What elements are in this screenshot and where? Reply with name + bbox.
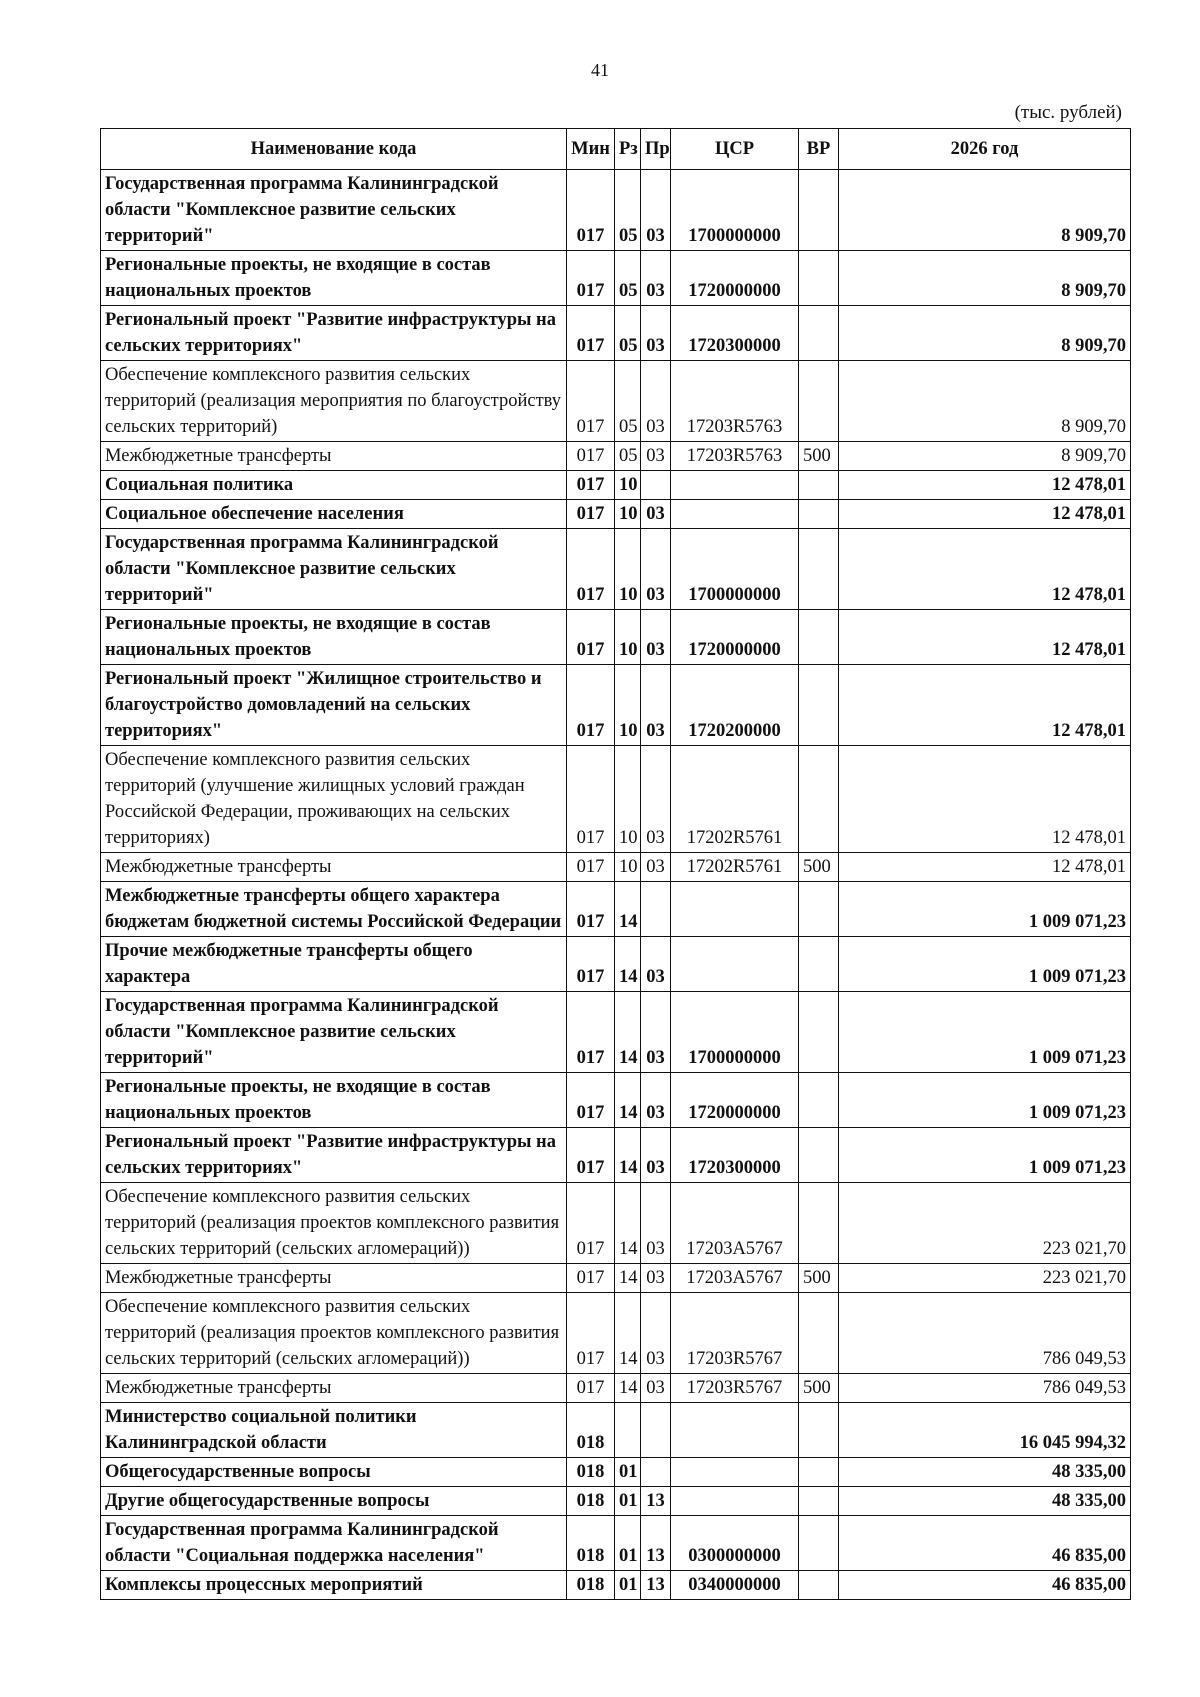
cell-vr (799, 746, 839, 853)
cell-csr: 17203R5763 (671, 361, 799, 442)
cell-name: Региональный проект "Жилищное строительство и благоустройство домовладений на сельских территориях" (101, 665, 567, 746)
cell-pr: 03 (641, 361, 671, 442)
cell-vr (799, 937, 839, 992)
cell-min: 017 (567, 361, 615, 442)
cell-rz: 14 (615, 1183, 641, 1264)
cell-rz (615, 1403, 641, 1458)
cell-sum: 1 009 071,23 (839, 992, 1131, 1073)
cell-rz: 10 (615, 529, 641, 610)
table-row (101, 610, 1131, 665)
cell-sum: 8 909,70 (839, 306, 1131, 361)
cell-csr: 17203R5767 (671, 1293, 799, 1374)
cell-pr: 03 (641, 610, 671, 665)
cell-vr (799, 1293, 839, 1374)
cell-sum: 46 835,00 (839, 1516, 1131, 1571)
cell-vr: 500 (799, 853, 839, 882)
cell-pr (641, 882, 671, 937)
cell-sum: 12 478,01 (839, 610, 1131, 665)
cell-min: 017 (567, 853, 615, 882)
cell-csr: 17202R5761 (671, 746, 799, 853)
cell-pr: 03 (641, 1128, 671, 1183)
table-row (101, 361, 1131, 442)
header-min: Мин (567, 129, 615, 170)
cell-sum: 223 021,70 (839, 1183, 1131, 1264)
cell-csr: 0340000000 (671, 1571, 799, 1600)
cell-min: 017 (567, 746, 615, 853)
table-row (101, 746, 1131, 853)
header-sum: 2026 год (839, 129, 1131, 170)
cell-pr: 13 (641, 1516, 671, 1571)
cell-csr: 0300000000 (671, 1516, 799, 1571)
cell-vr (799, 1458, 839, 1487)
cell-min: 017 (567, 306, 615, 361)
table-row (101, 251, 1131, 306)
cell-vr (799, 882, 839, 937)
cell-sum: 8 909,70 (839, 170, 1131, 251)
cell-rz: 01 (615, 1487, 641, 1516)
cell-sum: 786 049,53 (839, 1293, 1131, 1374)
cell-rz: 05 (615, 170, 641, 251)
cell-name: Обеспечение комплексного развития сельских территорий (реализация мероприятия по благоустройству сельских территорий) (101, 361, 567, 442)
cell-rz: 01 (615, 1458, 641, 1487)
cell-csr: 17202R5761 (671, 853, 799, 882)
cell-sum: 12 478,01 (839, 471, 1131, 500)
table-row (101, 1403, 1131, 1458)
cell-vr (799, 1516, 839, 1571)
cell-rz: 14 (615, 1128, 641, 1183)
cell-rz: 14 (615, 1264, 641, 1293)
cell-name: Государственная программа Калининградской области "Комплексное развитие сельских территорий" (101, 170, 567, 251)
cell-rz: 10 (615, 610, 641, 665)
cell-sum: 48 335,00 (839, 1458, 1131, 1487)
cell-min: 017 (567, 442, 615, 471)
cell-csr: 1720000000 (671, 610, 799, 665)
cell-vr (799, 361, 839, 442)
cell-pr: 03 (641, 746, 671, 853)
header-pr: Пр (641, 129, 671, 170)
cell-pr: 03 (641, 442, 671, 471)
cell-vr (799, 170, 839, 251)
cell-min: 018 (567, 1516, 615, 1571)
cell-sum: 1 009 071,23 (839, 1128, 1131, 1183)
cell-csr: 1700000000 (671, 529, 799, 610)
cell-min: 017 (567, 665, 615, 746)
cell-pr: 03 (641, 665, 671, 746)
cell-pr: 03 (641, 937, 671, 992)
cell-min: 017 (567, 251, 615, 306)
cell-min: 017 (567, 1374, 615, 1403)
cell-csr: 1720000000 (671, 1073, 799, 1128)
units-label: (тыс. рублей) (1014, 102, 1122, 123)
cell-name: Государственная программа Калининградской области "Комплексное развитие сельских территорий" (101, 992, 567, 1073)
table-row (101, 937, 1131, 992)
table-row (101, 882, 1131, 937)
cell-rz: 01 (615, 1516, 641, 1571)
cell-name: Социальное обеспечение населения (101, 500, 567, 529)
cell-sum: 48 335,00 (839, 1487, 1131, 1516)
cell-csr: 17203R5767 (671, 1374, 799, 1403)
cell-rz: 05 (615, 251, 641, 306)
cell-csr (671, 500, 799, 529)
cell-min: 018 (567, 1571, 615, 1600)
cell-name: Общегосударственные вопросы (101, 1458, 567, 1487)
cell-vr (799, 500, 839, 529)
cell-pr: 03 (641, 992, 671, 1073)
cell-csr (671, 1458, 799, 1487)
cell-pr: 13 (641, 1571, 671, 1600)
cell-pr: 03 (641, 170, 671, 251)
cell-min: 018 (567, 1487, 615, 1516)
cell-sum: 16 045 994,32 (839, 1403, 1131, 1458)
cell-name: Региональные проекты, не входящие в состав национальных проектов (101, 251, 567, 306)
table-row (101, 992, 1131, 1073)
cell-min: 017 (567, 500, 615, 529)
table-row (101, 1571, 1131, 1600)
cell-sum: 1 009 071,23 (839, 1073, 1131, 1128)
cell-vr (799, 251, 839, 306)
cell-name: Региональный проект "Развитие инфраструктуры на сельских территориях" (101, 306, 567, 361)
cell-pr (641, 1403, 671, 1458)
cell-sum: 12 478,01 (839, 853, 1131, 882)
table-row (101, 529, 1131, 610)
cell-rz: 05 (615, 361, 641, 442)
table-row (101, 1458, 1131, 1487)
cell-vr (799, 665, 839, 746)
table-row (101, 306, 1131, 361)
cell-min: 017 (567, 1183, 615, 1264)
cell-name: Обеспечение комплексного развития сельских территорий (улучшение жилищных условий граждан Российской Федерации, проживающих на сельских территориях) (101, 746, 567, 853)
cell-min: 017 (567, 529, 615, 610)
cell-rz: 14 (615, 992, 641, 1073)
cell-pr: 03 (641, 251, 671, 306)
cell-csr (671, 882, 799, 937)
cell-rz: 14 (615, 882, 641, 937)
table-row (101, 170, 1131, 251)
table-header-row (101, 129, 1131, 170)
cell-vr: 500 (799, 1374, 839, 1403)
cell-min: 017 (567, 170, 615, 251)
table-row (101, 665, 1131, 746)
cell-min: 017 (567, 1073, 615, 1128)
cell-name: Государственная программа Калининградской области "Комплексное развитие сельских территорий" (101, 529, 567, 610)
cell-sum: 8 909,70 (839, 442, 1131, 471)
cell-name: Межбюджетные трансферты (101, 1374, 567, 1403)
cell-name: Комплексы процессных мероприятий (101, 1571, 567, 1600)
cell-min: 017 (567, 937, 615, 992)
cell-pr: 03 (641, 1073, 671, 1128)
cell-name: Межбюджетные трансферты (101, 1264, 567, 1293)
cell-vr (799, 1183, 839, 1264)
cell-rz: 10 (615, 853, 641, 882)
table-row (101, 442, 1131, 471)
page-number: 41 (591, 60, 609, 80)
budget-table (100, 128, 1131, 1600)
cell-name: Межбюджетные трансферты (101, 442, 567, 471)
cell-rz: 14 (615, 1073, 641, 1128)
cell-min: 017 (567, 610, 615, 665)
cell-name: Социальная политика (101, 471, 567, 500)
cell-csr: 1720000000 (671, 251, 799, 306)
cell-sum: 8 909,70 (839, 361, 1131, 442)
cell-pr: 03 (641, 529, 671, 610)
cell-pr: 13 (641, 1487, 671, 1516)
cell-pr (641, 471, 671, 500)
cell-sum: 46 835,00 (839, 1571, 1131, 1600)
cell-csr (671, 937, 799, 992)
cell-csr: 1700000000 (671, 170, 799, 251)
cell-csr: 17203R5763 (671, 442, 799, 471)
header-vr: ВР (799, 129, 839, 170)
cell-vr (799, 1571, 839, 1600)
cell-rz: 14 (615, 937, 641, 992)
cell-sum: 8 909,70 (839, 251, 1131, 306)
cell-csr: 1720200000 (671, 665, 799, 746)
cell-name: Обеспечение комплексного развития сельских территорий (реализация проектов комплексного развития сельских территорий (сельских агломераций)) (101, 1293, 567, 1374)
table-row (101, 1128, 1131, 1183)
cell-pr: 03 (641, 306, 671, 361)
table-row (101, 500, 1131, 529)
cell-vr: 500 (799, 442, 839, 471)
cell-vr (799, 471, 839, 500)
cell-vr (799, 1073, 839, 1128)
header-csr: ЦСР (671, 129, 799, 170)
cell-csr (671, 471, 799, 500)
cell-min: 018 (567, 1458, 615, 1487)
cell-pr: 03 (641, 500, 671, 529)
cell-name: Обеспечение комплексного развития сельских территорий (реализация проектов комплексного развития сельских территорий (сельских агломераций)) (101, 1183, 567, 1264)
cell-sum: 12 478,01 (839, 665, 1131, 746)
cell-sum: 12 478,01 (839, 529, 1131, 610)
cell-rz: 10 (615, 746, 641, 853)
table-row (101, 1293, 1131, 1374)
table-row (101, 471, 1131, 500)
cell-name: Министерство социальной политики Калининградской области (101, 1403, 567, 1458)
cell-rz: 01 (615, 1571, 641, 1600)
cell-csr: 1720300000 (671, 306, 799, 361)
table-row (101, 1487, 1131, 1516)
table-row (101, 1516, 1131, 1571)
cell-min: 018 (567, 1403, 615, 1458)
cell-rz: 14 (615, 1374, 641, 1403)
cell-vr (799, 610, 839, 665)
table-row (101, 853, 1131, 882)
cell-csr (671, 1403, 799, 1458)
cell-vr (799, 1487, 839, 1516)
cell-min: 017 (567, 992, 615, 1073)
cell-name: Межбюджетные трансферты (101, 853, 567, 882)
cell-csr (671, 1487, 799, 1516)
cell-name: Государственная программа Калининградской области "Социальная поддержка населения" (101, 1516, 567, 1571)
cell-sum: 786 049,53 (839, 1374, 1131, 1403)
cell-name: Региональные проекты, не входящие в состав национальных проектов (101, 610, 567, 665)
cell-sum: 12 478,01 (839, 500, 1131, 529)
cell-sum: 223 021,70 (839, 1264, 1131, 1293)
cell-vr (799, 992, 839, 1073)
cell-rz: 14 (615, 1293, 641, 1374)
cell-rz: 10 (615, 500, 641, 529)
table-row (101, 1073, 1131, 1128)
cell-csr: 1700000000 (671, 992, 799, 1073)
cell-pr: 03 (641, 1183, 671, 1264)
cell-vr (799, 306, 839, 361)
cell-vr: 500 (799, 1264, 839, 1293)
cell-sum: 12 478,01 (839, 746, 1131, 853)
cell-pr: 03 (641, 853, 671, 882)
cell-csr: 17203A5767 (671, 1264, 799, 1293)
cell-rz: 10 (615, 471, 641, 500)
cell-name: Другие общегосударственные вопросы (101, 1487, 567, 1516)
table-row (101, 1374, 1131, 1403)
cell-vr (799, 529, 839, 610)
cell-pr (641, 1458, 671, 1487)
cell-rz: 05 (615, 306, 641, 361)
cell-min: 017 (567, 471, 615, 500)
cell-min: 017 (567, 1264, 615, 1293)
cell-name: Прочие межбюджетные трансферты общего характера (101, 937, 567, 992)
cell-sum: 1 009 071,23 (839, 882, 1131, 937)
cell-pr: 03 (641, 1293, 671, 1374)
table-row (101, 1183, 1131, 1264)
cell-vr (799, 1128, 839, 1183)
cell-name: Региональные проекты, не входящие в состав национальных проектов (101, 1073, 567, 1128)
table-body (101, 170, 1131, 1600)
cell-min: 017 (567, 1293, 615, 1374)
cell-csr: 17203A5767 (671, 1183, 799, 1264)
cell-min: 017 (567, 882, 615, 937)
cell-sum: 1 009 071,23 (839, 937, 1131, 992)
cell-name: Межбюджетные трансферты общего характера бюджетам бюджетной системы Российской Федерации (101, 882, 567, 937)
cell-pr: 03 (641, 1374, 671, 1403)
cell-rz: 10 (615, 665, 641, 746)
table-row (101, 1264, 1131, 1293)
cell-rz: 05 (615, 442, 641, 471)
cell-pr: 03 (641, 1264, 671, 1293)
cell-min: 017 (567, 1128, 615, 1183)
header-rz: Рз (615, 129, 641, 170)
header-name: Наименование кода (101, 129, 567, 170)
cell-csr: 1720300000 (671, 1128, 799, 1183)
cell-name: Региональный проект "Развитие инфраструктуры на сельских территориях" (101, 1128, 567, 1183)
cell-vr (799, 1403, 839, 1458)
